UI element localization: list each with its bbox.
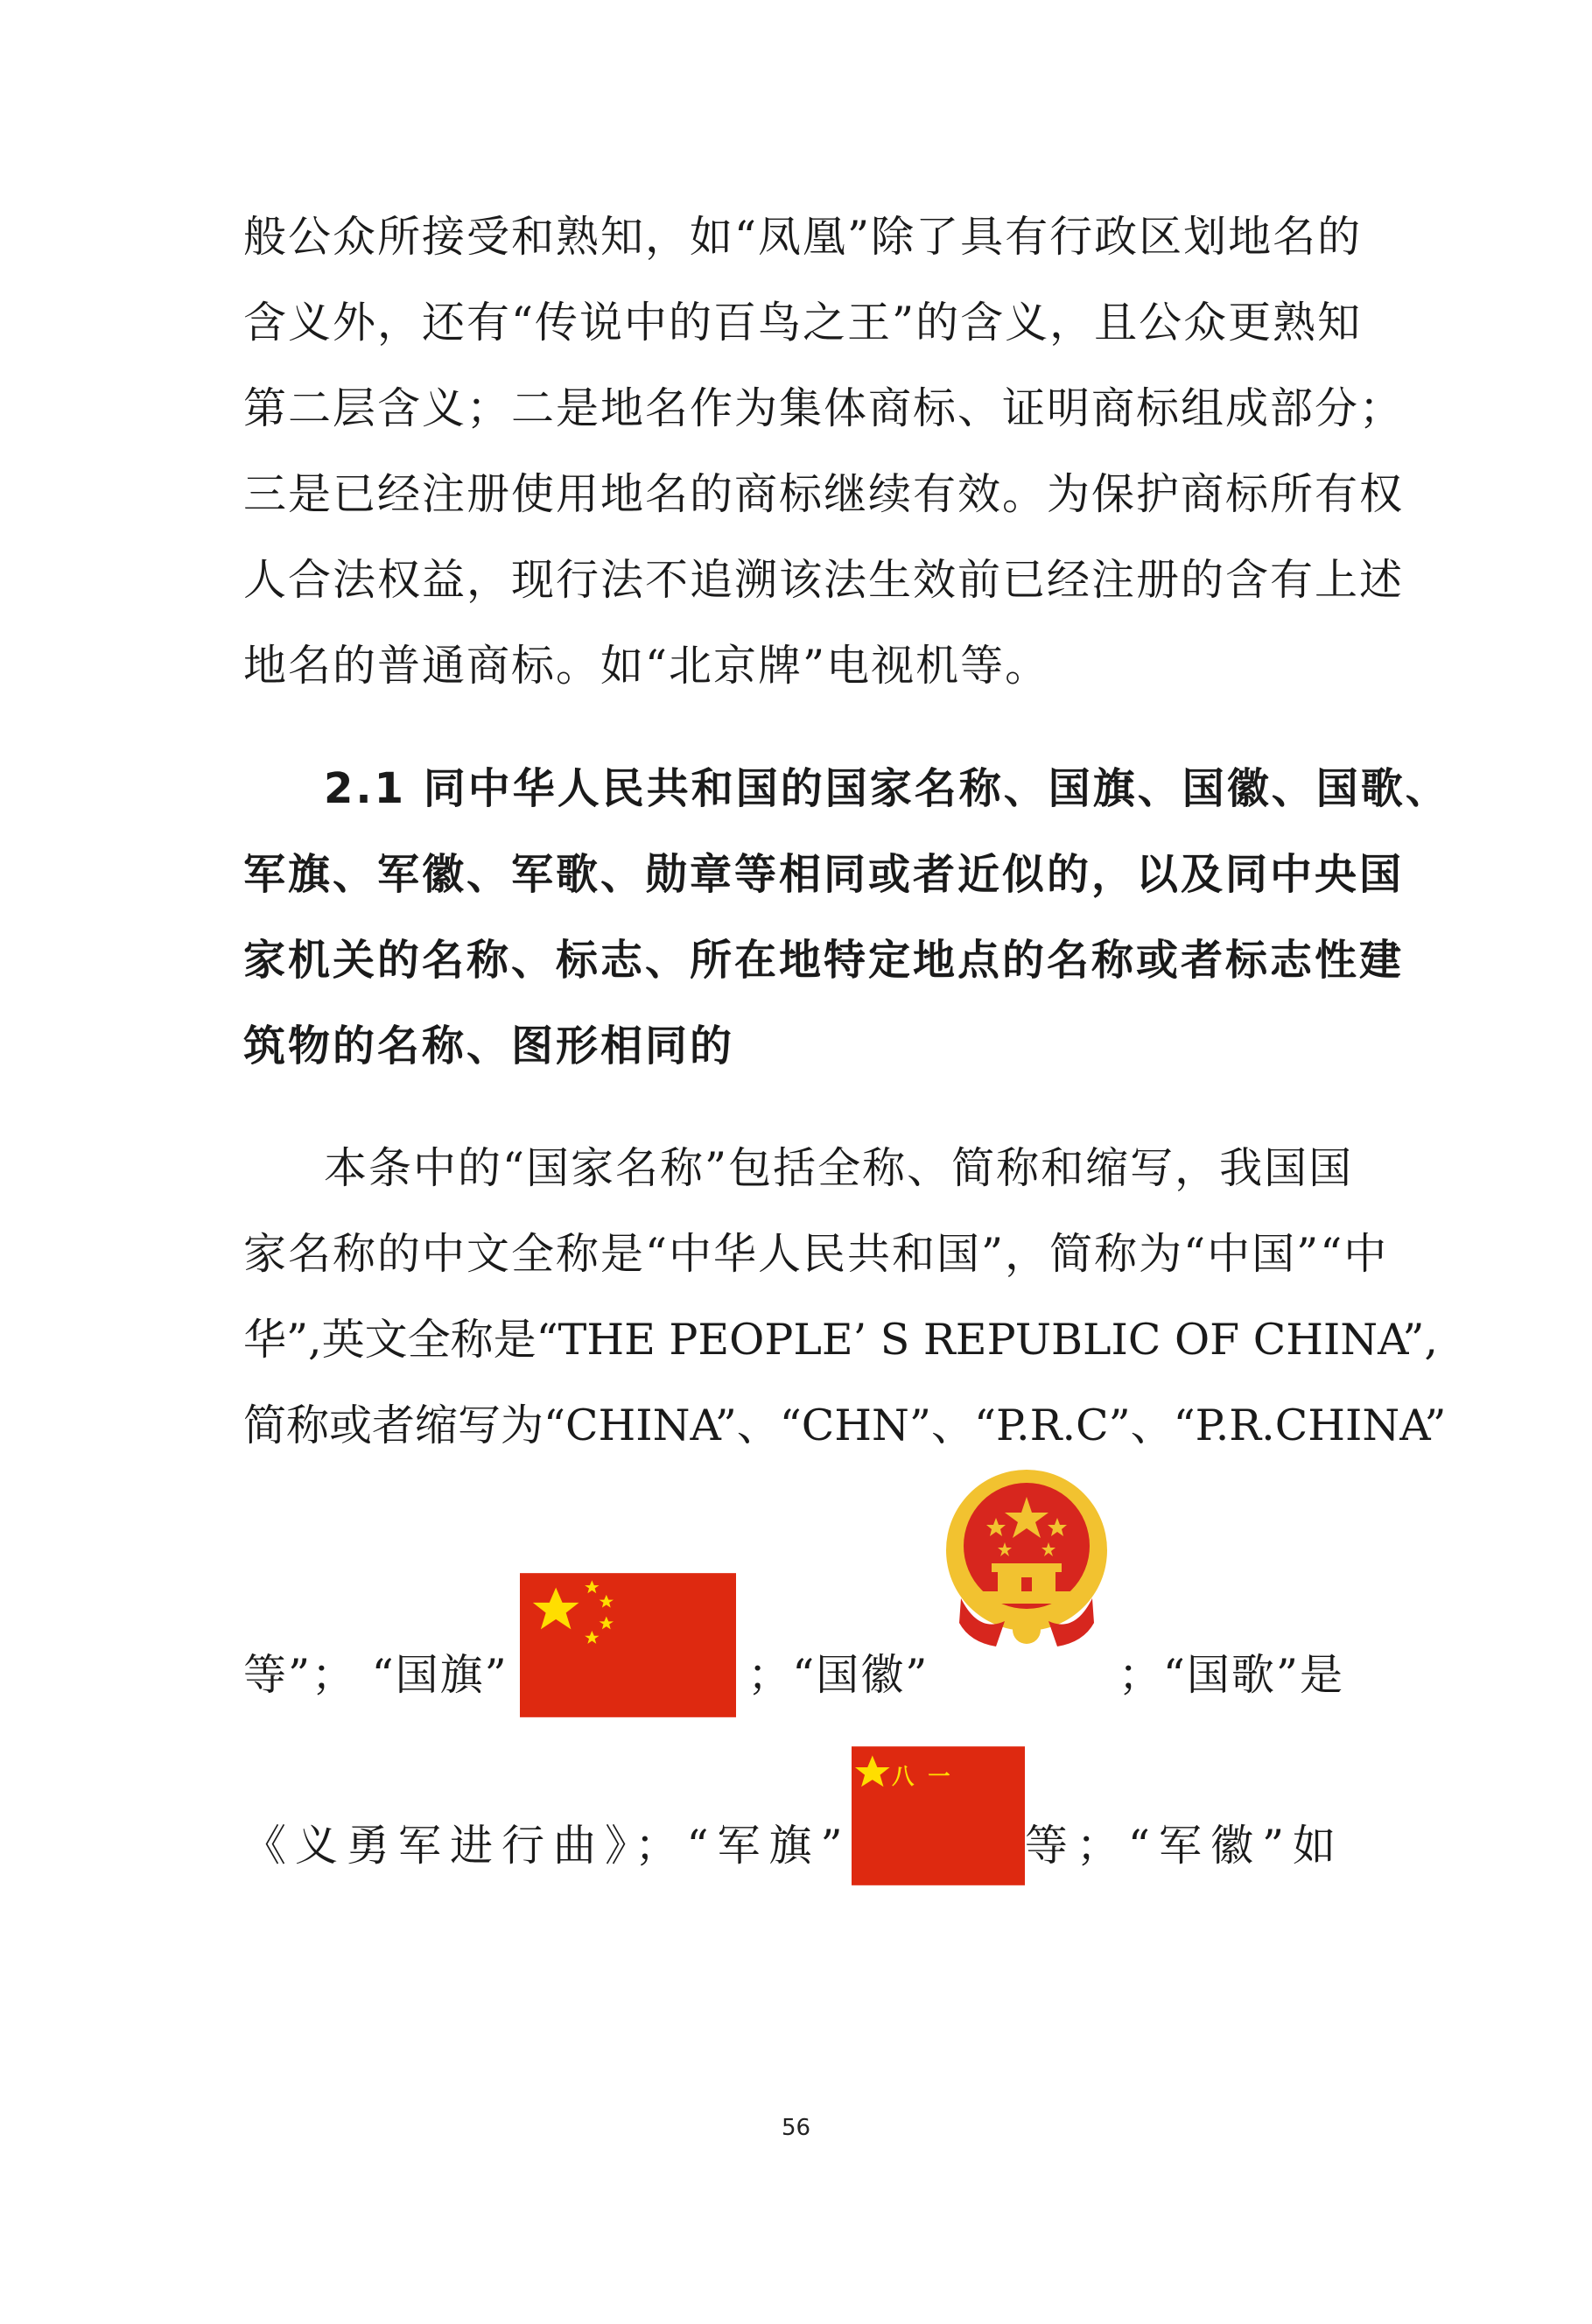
paragraph1-line2: 含义外，还有“传说中的百鸟之王”的含义，且公众更熟知	[243, 298, 1363, 348]
paragraph2-line1: 本条中的“国家名称”包括全称、简称和缩写，我国国	[324, 1143, 1354, 1193]
paragraph1-line6: 地名的普通商标。如“北京牌”电视机等。	[243, 641, 1050, 691]
line5-segment2: ；“国徽”	[747, 1650, 929, 1700]
paragraph2-line3: 华”,英文全称是“THE PEOPLE’ S REPUBLIC OF CHINA”,	[243, 1315, 1438, 1365]
section-heading-line2: 军旗、军徽、军歌、勋章等相同或者近似的，以及同中央国	[243, 850, 1405, 899]
section-heading-line3: 家机关的名称、标志、所在地特定地点的名称或者标志性建	[243, 936, 1405, 985]
emblem-gate-base	[983, 1591, 1070, 1604]
paragraph2-line5	[243, 1632, 1344, 1718]
paragraph1-line4: 三是已经注册使用地名的商标继续有效。为保护商标所有权	[243, 469, 1405, 519]
page-number: 56	[781, 2115, 811, 2141]
paragraph2-line2: 家名称的中文全称是“中华人民共和国”，简称为“中国”“中	[243, 1229, 1389, 1279]
section-heading-line1: 2.1 同中华人民共和国的国家名称、国旗、国徽、国歌、	[324, 764, 1450, 813]
line6-segment2: 等；“军徽”如	[1024, 1821, 1344, 1871]
line5-segment3: ；“国歌”是	[1118, 1650, 1344, 1700]
paragraph1-line3: 第二层含义；二是地名作为集体商标、证明商标组成部分；	[243, 383, 1405, 433]
national-emblem-image	[943, 1467, 1110, 1658]
paragraph2-line6	[243, 1762, 1344, 1889]
line6-segment1: 《义勇军进行曲》；“军旗”	[243, 1821, 852, 1871]
paragraph1-line1: 般公众所接受和熟知，如“凤凰”除了具有行政区划地名的	[243, 212, 1363, 262]
army-flag-image	[852, 1744, 1025, 1888]
paragraph1-line5: 人合法权益，现行法不追溯该法生效前已经注册的含有上述	[243, 555, 1405, 605]
national-flag-field	[520, 1573, 736, 1717]
army-flag-text: 八一	[891, 1762, 964, 1789]
emblem-gate-door	[1021, 1577, 1032, 1591]
paragraph2-line4: 简称或者缩写为“CHINA”、“CHN”、“P.R.C”、“P.R.CHINA”	[243, 1401, 1447, 1450]
line5-segment1: 等”； “国旗”	[243, 1650, 508, 1700]
section-heading-line4: 筑物的名称、图形相同的	[243, 1022, 735, 1071]
national-flag-image	[520, 1573, 736, 1717]
emblem-gate-roof	[992, 1563, 1062, 1572]
